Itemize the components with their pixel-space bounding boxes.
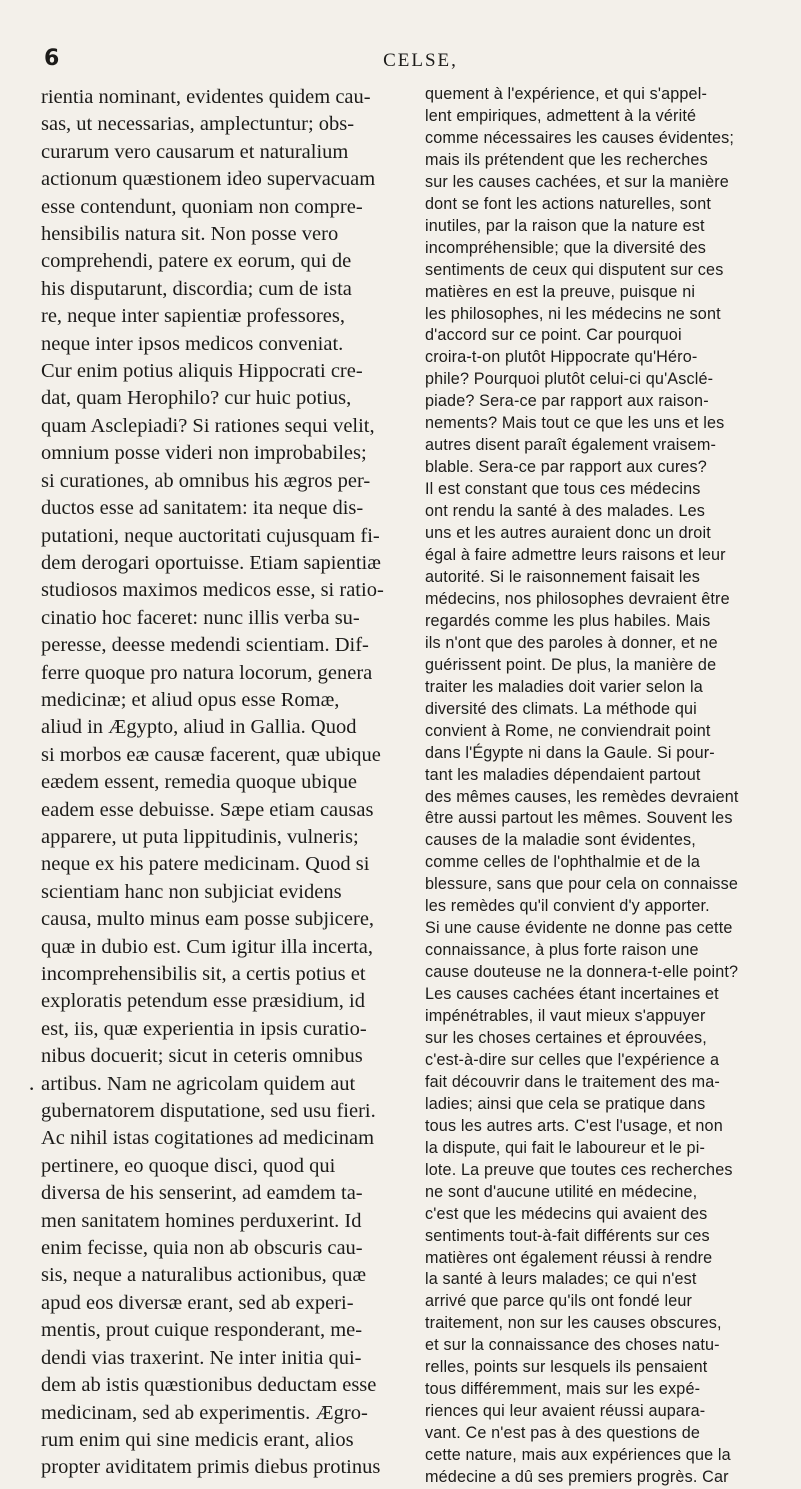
french-text-line: d'accord sur ce point. Car pourquoi [425, 326, 682, 345]
french-text-line: regardés comme les plus habiles. Mais [425, 611, 711, 630]
latin-text-line: re, neque inter sapientiæ professores, [41, 305, 345, 328]
french-text-line: Il est constant que tous ces médecins [425, 480, 701, 499]
french-text-line: lote. La preuve que toutes ces recherches [425, 1160, 733, 1179]
latin-text-line: dendi vias traxerint. Ne inter initia qui- [41, 1346, 362, 1369]
latin-text-line: si curationes, ab omnibus his ægros per- [41, 469, 371, 492]
latin-text-line: si morbos eæ causæ facerent, quæ ubique [41, 743, 381, 766]
french-text-line: la santé à leurs malades; ce qui n'est [425, 1270, 697, 1289]
french-text-line: causes de la maladie sont évidentes, [425, 831, 696, 850]
latin-text-line: dem ab istis quæstionibus deductam esse [41, 1374, 377, 1397]
french-text-line: connaissance, à plus forte raison une [425, 941, 699, 960]
latin-text-line: aliud in Ægypto, aliud in Gallia. Quod [41, 716, 357, 739]
french-text-line: uns et les autres auraient donc un droit [425, 524, 711, 543]
french-text-line: c'est que les médecins qui avaient des [425, 1204, 708, 1223]
french-text-line: relles, points sur lesquels ils pensaient [425, 1358, 708, 1377]
latin-text-line: studiosos maximos medicos esse, si ratio- [41, 579, 384, 602]
french-text-line: et sur la connaissance des choses natu- [425, 1336, 720, 1355]
french-text-line: sur les causes cachées, et sur la manière [425, 172, 729, 191]
french-text-line: incompréhensible; que la diversité des [425, 238, 707, 257]
french-text-line: Si une cause évidente ne donne pas cette [425, 919, 733, 938]
latin-text-line: peresse, deesse medendi scientiam. Dif- [41, 634, 369, 657]
french-text-line: tant les maladies dépendaient partout [425, 765, 701, 784]
latin-text-line: gubernatorem disputatione, sed usu fieri. [41, 1100, 376, 1123]
latin-text-line: apparere, ut puta lippitudinis, vulneris; [41, 825, 359, 848]
french-text-line: quement à l'expérience, et qui s'appel- [425, 85, 707, 103]
latin-text-line: quæ in dubio est. Cum igitur illa incerta, [41, 935, 373, 958]
french-text-line: mais ils prétendent que les recherches [425, 150, 708, 169]
latin-text-line: curarum vero causarum et naturalium [41, 140, 349, 163]
latin-text-column [41, 84, 397, 1482]
latin-text-line: comprehendi, patere ex eorum, qui de [41, 250, 352, 273]
latin-text-line: Ac nihil istas cogitationes ad medicinam [41, 1127, 375, 1150]
french-text-line: inutiles, par la raison que la nature est [425, 216, 705, 235]
french-text-line: tous les autres arts. C'est l'usage, et non [425, 1116, 723, 1135]
latin-text-line: neque inter ipsos medicos conveniat. [41, 332, 344, 355]
latin-text-line: omnium posse videri non improbabiles; [41, 442, 367, 465]
french-text-line: matières ont également réussi à rendre [425, 1248, 713, 1267]
latin-text-line: artibus. Nam ne agricolam quidem aut [41, 1072, 356, 1095]
latin-text-line: rum enim qui sine medicis erant, alios [41, 1428, 354, 1451]
latin-text-line: actionum quæstionem ideo supervacuam [41, 168, 376, 191]
french-translation-column [425, 84, 763, 1489]
french-text-line: tous différemment, mais sur les expé- [425, 1380, 701, 1399]
french-text-line: impénétrables, il vaut mieux s'appuyer [425, 1007, 706, 1026]
french-text-line: fait découvrir dans le traitement des ma- [425, 1072, 720, 1091]
french-text-line: médecins, nos philosophes devraient être [425, 589, 730, 608]
latin-text-line: medicinam, sed ab experimentis. Ægro- [41, 1401, 368, 1424]
french-text-line: cette nature, mais aux expériences que la [425, 1446, 731, 1465]
french-text-line: Les causes cachées étant incertaines et [425, 985, 719, 1004]
latin-text-line: cinatio hoc faceret: nunc illis verba su- [41, 606, 360, 629]
french-text-line: piade? Sera-ce par rapport aux raison- [425, 392, 709, 411]
french-text-line: dans l'Égypte ni dans la Gaule. Si pour- [425, 743, 715, 762]
french-text-line: sentiments de ceux qui disputent sur ces [425, 260, 724, 279]
french-text-line: égal à faire admettre leurs raisons et leur [425, 546, 726, 565]
french-text-line: cause douteuse ne la donnera-t-elle point? [425, 963, 739, 982]
french-text-line: ils n'ont que des paroles à donner, et ne [425, 633, 718, 652]
latin-text-line: ductos esse ad sanitatem: ita neque dis- [41, 497, 364, 520]
french-text-line: blessure, sans que pour cela on connaisse [425, 875, 739, 894]
latin-text-line: exploratis petendum esse præsidium, id [41, 990, 365, 1013]
page-number: 6 [44, 46, 60, 71]
french-text-line: riences qui leur avaient réussi aupara- [425, 1402, 706, 1421]
latin-text-line: ferre quoque pro natura locorum, genera [41, 661, 373, 684]
french-text-line: comme nécessaires les causes évidentes; [425, 128, 735, 147]
latin-text-line: est, iis, quæ experientia in ipsis curatio- [41, 1017, 367, 1040]
latin-text-line: rientia nominant, evidentes quidem cau- [41, 86, 371, 108]
french-text-line: autorité. Si le raisonnement faisait les [425, 567, 701, 586]
latin-text-line: esse contendunt, quoniam non compre- [41, 195, 363, 218]
latin-text-line: hensibilis natura sit. Non posse vero [41, 223, 339, 246]
french-text-line: traiter les maladies doit varier selon la [425, 677, 703, 696]
latin-text-line: neque ex his patere medicinam. Quod si [41, 853, 370, 876]
french-text-line: des mêmes causes, les remèdes devraient [425, 787, 739, 806]
latin-text-line: his disputarunt, discordia; cum de ista [41, 277, 352, 300]
latin-text-line: men sanitatem homines perduxerint. Id [41, 1209, 362, 1232]
french-text-line: les philosophes, ni les médecins ne sont [425, 304, 721, 323]
french-text-line: médecine a dû ses premiers progrès. Car [425, 1468, 729, 1487]
french-text-line: guérissent point. De plus, la manière de [425, 655, 717, 674]
french-text-line: comme celles de l'ophthalmie et de la [425, 853, 700, 872]
french-text-line: c'est-à-dire sur celles que l'expérience a [425, 1050, 720, 1069]
french-text-line: nements? Mais tout ce que les uns et les [425, 414, 725, 433]
latin-text-line: eadem esse debuisse. Sæpe etiam causas [41, 798, 374, 821]
latin-text-line: sas, ut necessarias, amplectuntur; obs- [41, 113, 355, 136]
latin-text-line: quam Asclepiadi? Si rationes sequi velit, [41, 414, 375, 437]
latin-text-line: mentis, prout cuique responderant, me- [41, 1319, 363, 1342]
french-text-line: dont se font les actions naturelles, sont [425, 194, 712, 213]
latin-text-line: propter aviditatem primis diebus protinus [41, 1456, 381, 1479]
latin-text-line: dat, quam Herophilo? cur huic potius, [41, 387, 352, 410]
french-text-line: ladies; ainsi que cela se pratique dans [425, 1094, 706, 1113]
french-text-line: blable. Sera-ce par rapport aux cures? [425, 458, 707, 477]
latin-text-line: diversa de his senserint, ad eamdem ta- [41, 1182, 363, 1205]
latin-text-line: putationi, neque auctoritati cujusquam fi- [41, 524, 380, 547]
latin-text-line: sis, neque a naturalibus actionibus, quæ [41, 1264, 367, 1287]
french-text-line: autres disent paraît également vraisem- [425, 436, 717, 455]
french-text-line: les remèdes qu'il convient d'y apporter. [425, 897, 710, 916]
french-text-line: la dispute, qui fait le laboureur et le pi- [425, 1138, 706, 1157]
french-text-line: ne sont d'aucune utilité en médecine, [425, 1182, 698, 1201]
latin-text-line: nibus docuerit; sicut in ceteris omnibus [41, 1045, 363, 1068]
french-text-line: arrivé que parce qu'ils ont fondé leur [425, 1292, 693, 1311]
french-text-line: sentiments tout-à-fait différents sur ces [425, 1226, 710, 1245]
french-text-line: vant. Ce n'est pas à des questions de [425, 1424, 701, 1443]
french-text-line: matières en est la preuve, puisque ni [425, 282, 696, 301]
french-text-line: lent empiriques, admettent à la vérité [425, 106, 697, 125]
running-head: CELSE, [383, 50, 458, 71]
latin-text-line: pertinere, eo quoque disci, quod qui [41, 1154, 336, 1177]
latin-text-line: scientiam hanc non subjiciat evidens [41, 880, 342, 903]
latin-text-line: medicinæ; et aliud opus esse Romæ, [41, 688, 340, 711]
latin-text-line: incomprehensibilis sit, a certis potius et [41, 963, 366, 985]
french-text-line: être aussi partout les mêmes. Souvent les [425, 809, 733, 828]
latin-text-line: eædem essent, remedia quoque ubique [41, 771, 357, 794]
french-text-line: phile? Pourquoi plutôt celui-ci qu'Asclé- [425, 370, 714, 389]
latin-text-line: dem derogari oportuisse. Etiam sapientiæ [41, 551, 381, 574]
french-text-line: traitement, non sur les causes obscures, [425, 1314, 722, 1333]
latin-text-line: causa, multo minus eam posse subjicere, [41, 908, 375, 931]
french-text-line: ont rendu la santé à des malades. Les [425, 502, 706, 521]
french-text-line: croira-t-on plutôt Hippocrate qu'Héro- [425, 348, 698, 367]
french-text-line: convient à Rome, ne conviendrait point [425, 721, 711, 740]
latin-text-line: Cur enim potius aliquis Hippocrati cre- [41, 360, 363, 383]
french-text-line: diversité des climats. La méthode qui [425, 699, 697, 718]
page-header [44, 46, 757, 76]
latin-text-line: enim fecisse, quia non ab obscuris cau- [41, 1237, 363, 1260]
french-text-line: sur les choses certaines et éprouvées, [425, 1028, 707, 1047]
margin-mark: • [29, 1085, 35, 1095]
latin-text-line: apud eos diversæ erant, sed ab experi- [41, 1291, 354, 1314]
